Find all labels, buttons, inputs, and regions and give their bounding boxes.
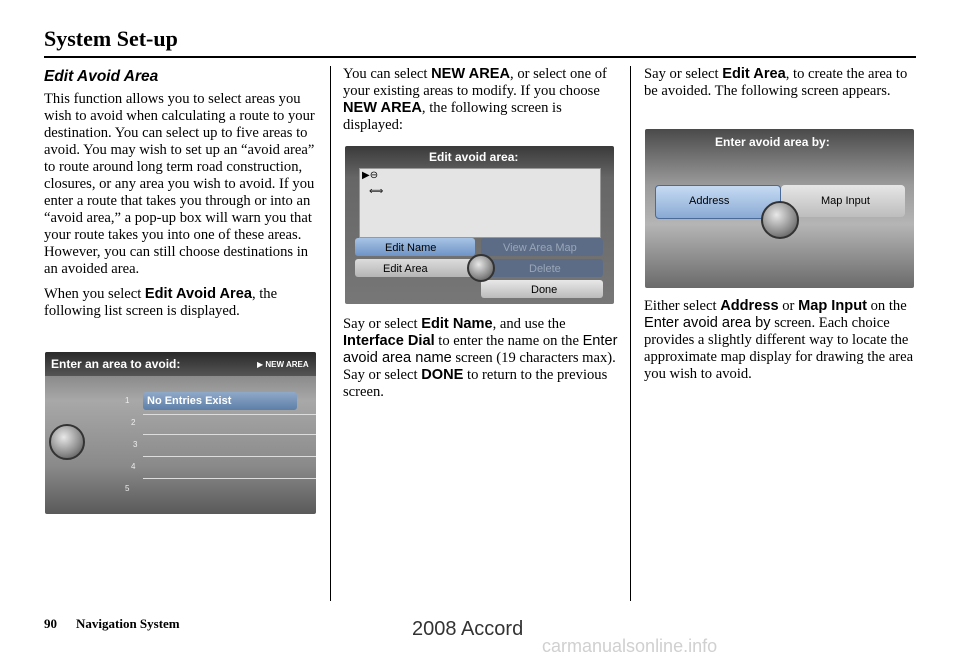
- interface-dial-icon: [49, 424, 85, 460]
- done-label: Done: [531, 284, 558, 296]
- delete-label: Delete: [529, 263, 561, 275]
- name-icon: ▶⊖: [362, 170, 379, 181]
- intro-paragraph: This function allows you to select areas you wish to avoid when calculating a route to your destination. You can select up to five areas to avoid. You may wish to set up an “avoid area” to route around long term road construction, closures, or any area you wish to avoid. If you enter a route that takes you through or into an “avoid area,” a pop-up box will warn you that your route takes you into one of these areas. However, you can still choose destinations in an avoided area.: [44, 91, 315, 277]
- list-divider: [143, 456, 316, 457]
- no-entries-label: No Entries Exist: [147, 395, 232, 407]
- title-rule: [44, 56, 916, 58]
- screen-title: Enter an area to avoid:: [51, 357, 181, 371]
- column-divider: [330, 66, 331, 601]
- row-number: 5: [125, 484, 130, 493]
- name-display-box: [359, 168, 601, 238]
- interface-dial-icon: [467, 254, 495, 282]
- row-number: 2: [131, 418, 136, 427]
- site-watermark: carmanualsonline.info: [542, 636, 718, 656]
- column-2: [343, 66, 621, 142]
- column-3-lower: [644, 298, 916, 391]
- select-paragraph: When you select Edit Avoid Area, the following list screen is displayed.: [44, 286, 278, 319]
- watermark-text: 2008 Accord: [412, 618, 524, 640]
- map-input-label: Map Input: [821, 195, 870, 207]
- avoid-list-screen: [45, 352, 316, 514]
- row-number: 4: [131, 462, 136, 471]
- address-label: Address: [689, 195, 730, 207]
- view-area-map-label: View Area Map: [503, 242, 577, 254]
- screen-title: Enter avoid area by:: [715, 135, 830, 149]
- interface-dial-icon: [761, 201, 799, 239]
- row-number: 1: [125, 396, 130, 405]
- page-number: 90: [44, 616, 57, 631]
- new-area-button[interactable]: ▶ NEW AREA: [257, 360, 309, 369]
- screen-title: Edit avoid area:: [429, 150, 519, 164]
- section-heading: Edit Avoid Area: [44, 68, 159, 85]
- edit-name-paragraph: Say or select Edit Name, and use the Interface Dial to enter the name on the Enter avoid area name screen (19 characters max). Say or select DONE to return to the previous screen.: [343, 316, 618, 400]
- column-divider: [630, 66, 631, 601]
- address-paragraph: Either select Address or Map Input on the Enter avoid area by screen. Each choice provides a slightly different way to locate the approximate map display for drawing the area you wish to avoid.: [644, 298, 914, 382]
- page-title: System Set-up: [44, 26, 178, 51]
- edit-area-paragraph: Say or select Edit Area, to create the area to be avoided. The following screen appears.: [644, 66, 908, 99]
- list-divider: [143, 478, 316, 479]
- list-divider: [143, 414, 316, 415]
- column-3: [644, 66, 916, 108]
- column-2-lower: [343, 316, 621, 409]
- footer-section: Navigation System: [76, 616, 180, 631]
- area-icon: ⟺: [369, 186, 384, 197]
- column-1: [44, 66, 318, 328]
- edit-avoid-screen: [345, 146, 614, 304]
- avoid-area-by-screen: [645, 129, 914, 288]
- row-number: 3: [133, 440, 138, 449]
- edit-name-label: Edit Name: [385, 242, 437, 254]
- new-area-paragraph: You can select NEW AREA, or select one of your existing areas to modify. If you choose NEW AREA, the following screen is displayed:: [343, 66, 607, 133]
- edit-area-label: Edit Area: [383, 263, 428, 275]
- list-divider: [143, 434, 316, 435]
